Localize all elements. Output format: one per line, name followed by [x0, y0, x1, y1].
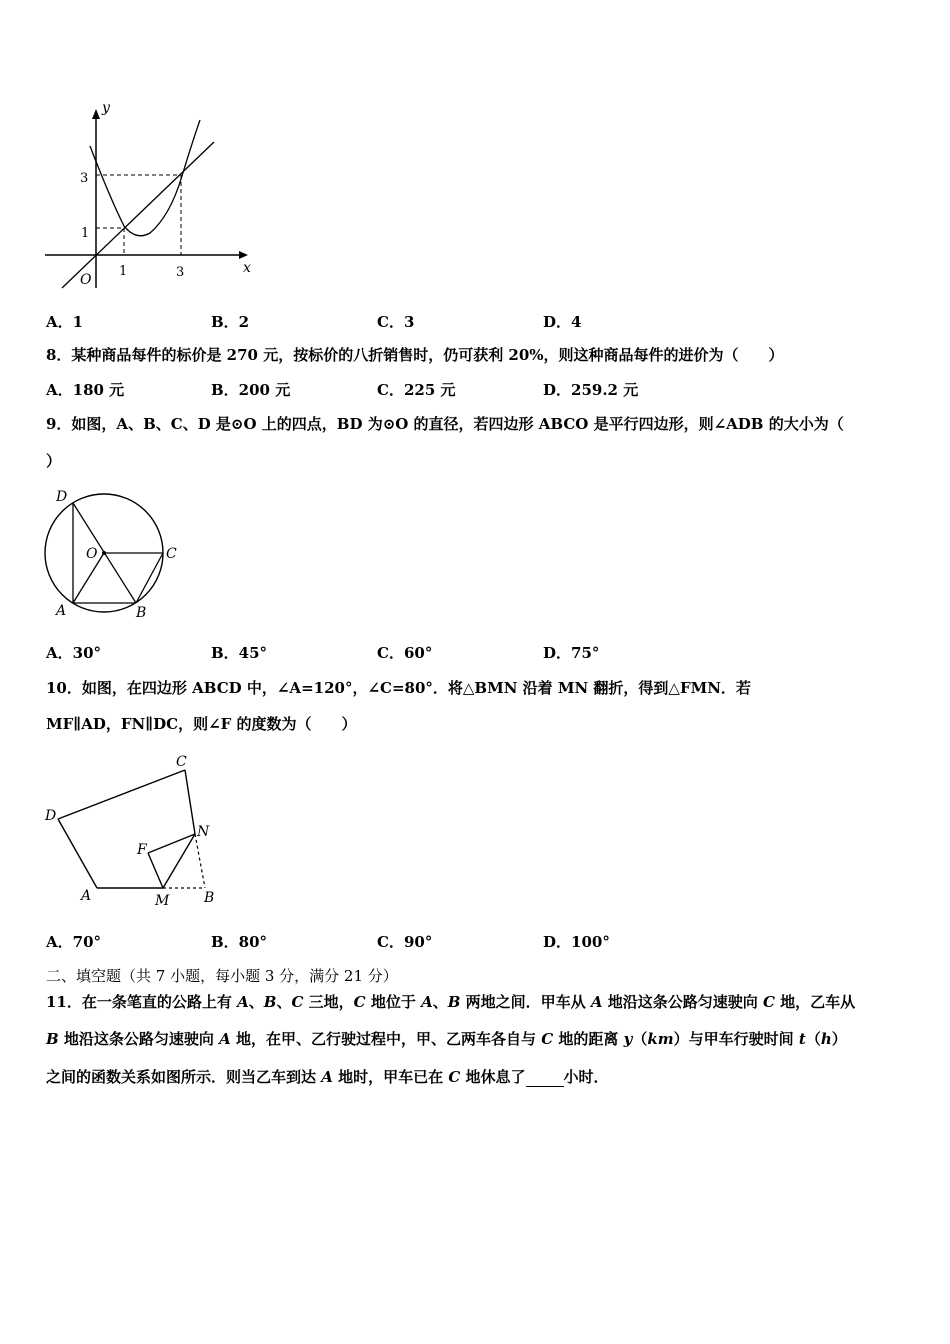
parabola-curve [90, 120, 200, 236]
q8-option-a[interactable]: A．180 元 [46, 381, 125, 399]
q9-option-a[interactable]: A．30° [46, 644, 102, 662]
label-a: A [81, 888, 92, 904]
label-c: C [166, 546, 177, 562]
y-tick-1: 1 [81, 226, 90, 241]
q9-stem-line2: ） [46, 452, 62, 470]
label-n: N [197, 824, 210, 840]
segment-bc [136, 553, 163, 603]
y-axis-arrow [92, 109, 100, 119]
label-d: D [45, 808, 57, 824]
q7-option-c[interactable]: C．3 [377, 313, 415, 331]
q7-option-b[interactable]: B．2 [211, 313, 250, 331]
q9-option-d[interactable]: D．75° [543, 644, 600, 662]
q8-option-b[interactable]: B．200 元 [211, 381, 291, 399]
center-point-o [102, 551, 106, 555]
label-c: C [176, 754, 187, 770]
q9-circle-figure [40, 484, 185, 622]
q7-graph-figure [40, 98, 260, 298]
q8-stem: 8．某种商品每件的标价是 270 元，按标价的八折销售时，仍可获利 20%，则这种商品每件的进价为（ ） [46, 346, 784, 364]
q7-option-d[interactable]: D．4 [543, 313, 582, 331]
segment-cn [185, 770, 195, 834]
x-axis-label: x [243, 260, 251, 276]
q10-option-c[interactable]: C．90° [377, 933, 433, 951]
label-o: O [86, 546, 98, 562]
segment-nb-dashed [195, 834, 205, 888]
q10-quadrilateral-figure [40, 750, 230, 912]
q10-option-d[interactable]: D．100° [543, 933, 610, 951]
origin-label: O [80, 272, 92, 288]
x-tick-3: 3 [176, 265, 185, 280]
label-d: D [56, 489, 68, 505]
q11-stem-line3: 之间的函数关系如图所示．则当乙车到达 A 地时，甲车已在 C 地休息了 小时． [46, 1068, 609, 1086]
segment-fm [148, 853, 163, 888]
segment-dc [58, 770, 185, 819]
q10-option-a[interactable]: A．70° [46, 933, 102, 951]
q8-option-d[interactable]: D．259.2 元 [543, 381, 639, 399]
label-a: A [56, 603, 67, 619]
linear-function-line [62, 142, 214, 288]
q11-stem-line1: 11．在一条笔直的公路上有 A、B、C 三地，C 地位于 A、B 两地之间．甲车从 A 地沿这条公路匀速驶向 C 地，乙车从 [46, 993, 856, 1011]
x-axis-arrow [239, 251, 248, 259]
y-axis-label: y [102, 100, 110, 116]
label-b: B [136, 605, 147, 621]
q11-answer-blank[interactable] [526, 1068, 564, 1087]
q8-option-c[interactable]: C．225 元 [377, 381, 456, 399]
q9-option-c[interactable]: C．60° [377, 644, 433, 662]
q10-option-b[interactable]: B．80° [211, 933, 268, 951]
x-tick-1: 1 [119, 264, 128, 279]
q10-stem-line1: 10．如图，在四边形 ABCD 中，∠A=120°，∠C=80°．将△BMN 沿着 MN 翻折，得到△FMN．若 [46, 679, 751, 697]
q9-stem-line1: 9．如图，A、B、C、D 是⊙O 上的四点，BD 为⊙O 的直径，若四边形 ABCO 是平行四边形，则∠ADB 的大小为（ [46, 415, 844, 433]
q7-option-a[interactable]: A．1 [46, 313, 84, 331]
section-2-heading: 二、填空题（共 7 小题，每小题 3 分，满分 21 分） [46, 967, 398, 985]
q11-stem-line2: B 地沿这条公路匀速驶向 A 地，在甲、乙行驶过程中，甲、乙两车各自与 C 地的距离 y（km）与甲车行驶时间 t（h） [46, 1030, 847, 1048]
segment-da [58, 819, 97, 888]
label-m: M [155, 893, 170, 909]
segment-mn [163, 834, 195, 888]
label-b: B [204, 890, 215, 906]
segment-fn [148, 834, 195, 853]
q10-stem-line2: MF∥AD，FN∥DC，则∠F 的度数为（ ） [46, 715, 357, 733]
y-tick-3: 3 [80, 171, 89, 186]
label-f: F [137, 842, 147, 858]
q9-option-b[interactable]: B．45° [211, 644, 268, 662]
